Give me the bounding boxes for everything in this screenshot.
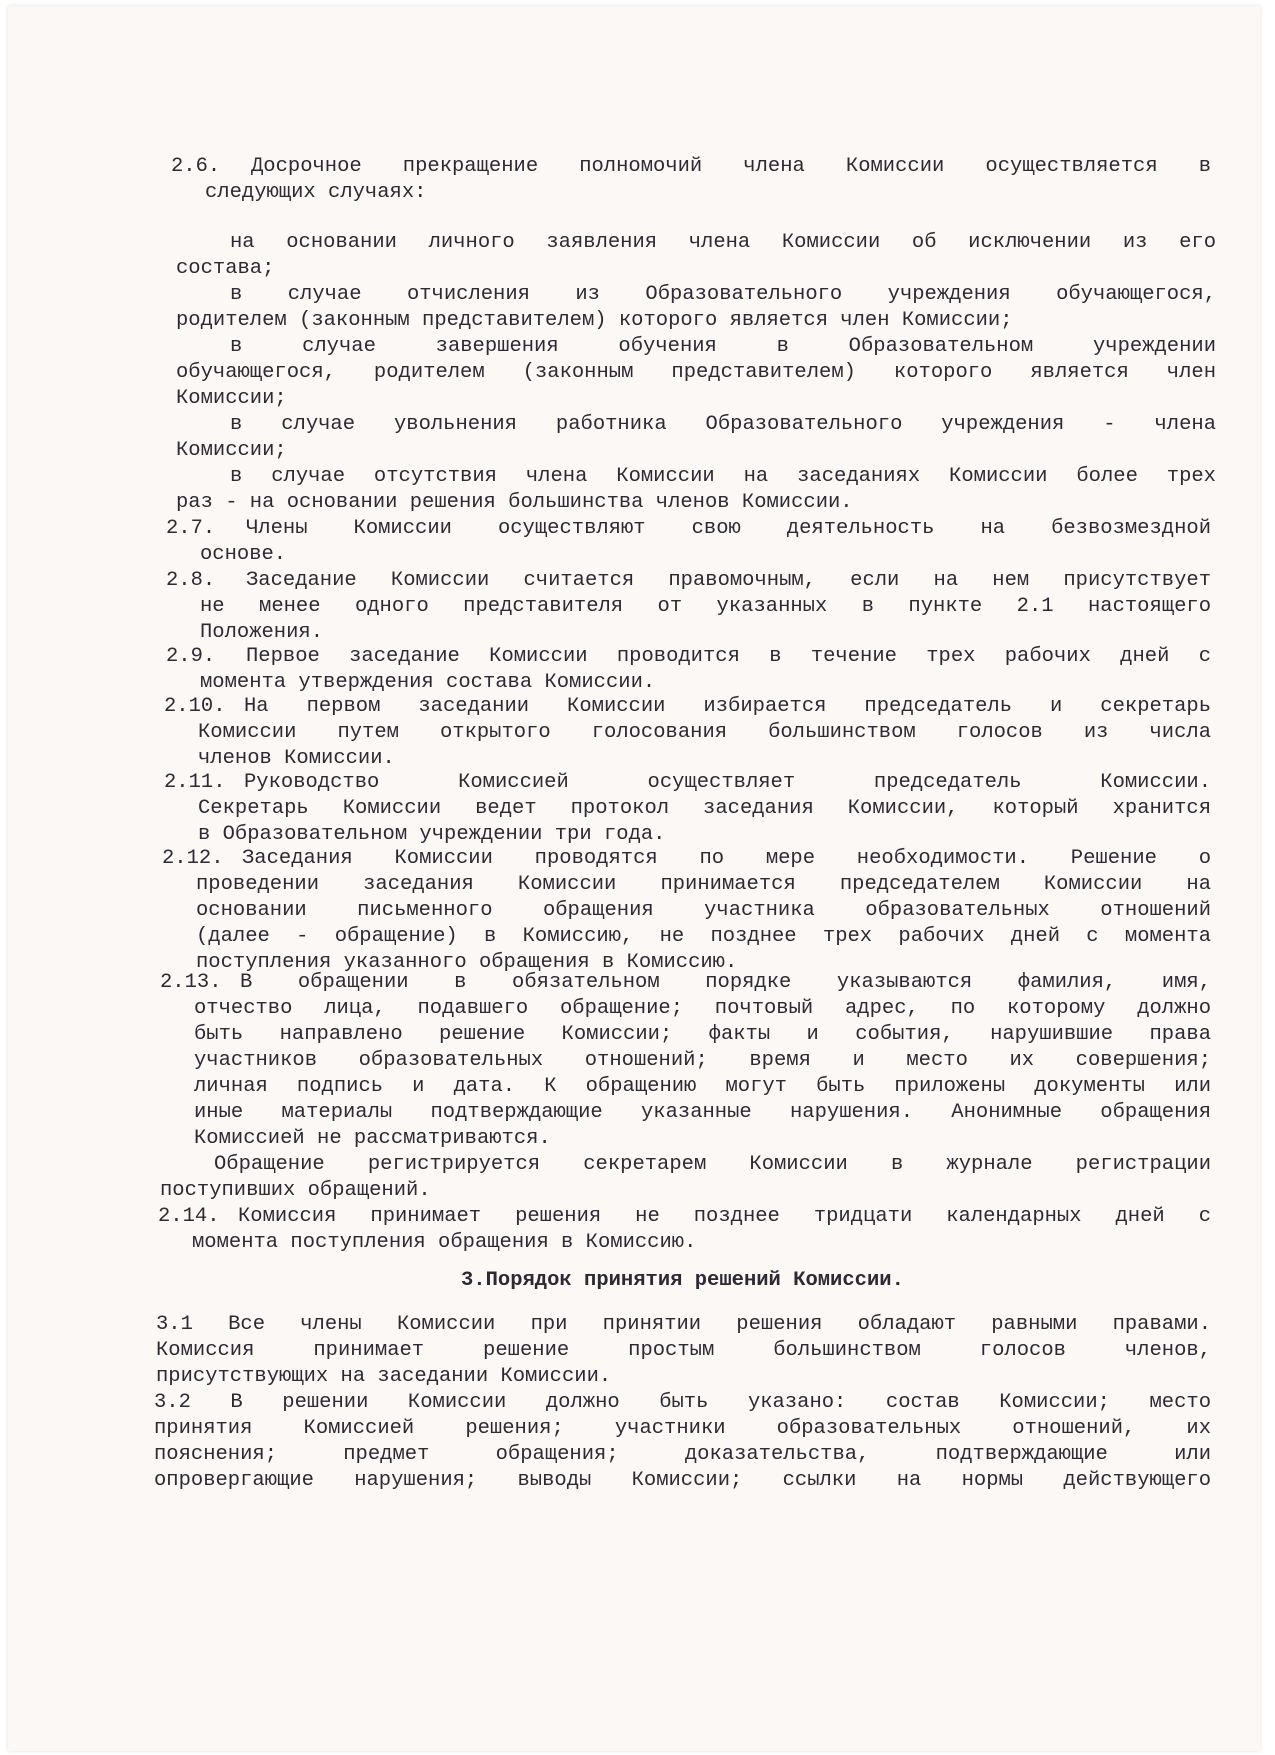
paragraph-2-14 <box>158 1204 1211 1256</box>
text-line: Комиссии; <box>176 387 287 410</box>
text-line: присутствующих на заседании Комиссии. <box>156 1365 612 1388</box>
text-line: раз - на основании решения большинства членов Комиссии. <box>176 491 853 514</box>
text-line: проведении заседания Комиссии принимается председателем Комиссии на <box>196 873 1211 896</box>
case-5 <box>176 464 1216 516</box>
text-line: поступления указанного обращения в Комиссию. <box>196 951 738 974</box>
case-4 <box>176 412 1216 464</box>
text-line: 3.2 В решении Комиссии должно быть указано: состав Комиссии; место <box>154 1391 1211 1414</box>
text-line: следующих случаях: <box>205 181 427 204</box>
paragraph-2-6 <box>171 154 1211 206</box>
paragraph-number: 2.7. <box>166 517 216 540</box>
text-line: членов Комиссии. <box>198 747 395 770</box>
paragraph-2-12 <box>162 846 1211 976</box>
text-line: в случае увольнения работника Образовательного учреждения - члена <box>230 413 1216 436</box>
paragraph-2-13 <box>160 970 1211 1152</box>
paragraph-number: 2.12. <box>162 847 224 870</box>
paragraph-2-10 <box>164 694 1211 772</box>
text-line: поступивших обращений. <box>160 1179 431 1202</box>
case-1 <box>176 230 1216 282</box>
text-line: принятия Комиссией решения; участники образовательных отношений, их <box>154 1417 1211 1440</box>
paragraph-number: 2.9. <box>166 645 216 668</box>
text-line: Положения. <box>200 621 324 644</box>
text-line: Комиссии; <box>176 439 287 462</box>
document-page <box>8 6 1260 1751</box>
text-line: отчество лица, подавшего обращение; почтовый адрес, по которому должно <box>194 997 1211 1020</box>
paragraph-number: 2.10. <box>164 695 226 718</box>
text-line: иные материалы подтверждающие указанные нарушения. Анонимные обращения <box>194 1101 1211 1124</box>
text-line: Заседания Комиссии проводятся по мере необходимости. Решение о <box>242 847 1211 870</box>
case-2 <box>176 282 1216 334</box>
text-line: опровергающие нарушения; выводы Комиссии; ссылки на нормы действующего <box>154 1469 1211 1492</box>
text-line: участников образовательных отношений; время и место их совершения; <box>194 1049 1211 1072</box>
text-line: основании письменного обращения участника образовательных отношений <box>196 899 1211 922</box>
paragraph-2-9 <box>166 644 1211 696</box>
text-line: обучающегося, родителем (законным представителем) которого является член <box>176 361 1216 384</box>
text-line: Комиссия принимает решения не позднее тридцати календарных дней с <box>238 1205 1211 1228</box>
text-line: Комиссией не рассматриваются. <box>194 1127 551 1150</box>
text-line: (далее - обращение) в Комиссию, не позднее трех рабочих дней с момента <box>196 925 1211 948</box>
paragraph-2-7 <box>166 516 1211 568</box>
text-line: родителем (законным представителем) которого является член Комиссии; <box>176 309 1013 332</box>
text-line: в случае отчисления из Образовательного учреждения обучающегося, <box>230 283 1216 306</box>
text-line: быть направлено решение Комиссии; факты и события, нарушившие права <box>194 1023 1211 1046</box>
paragraph-2-13-registration <box>160 1152 1211 1204</box>
text-line: Члены Комиссии осуществляют свою деятельность на безвозмездной <box>246 517 1211 540</box>
paragraph-2-11 <box>164 770 1211 848</box>
text-line: 3.1 Все члены Комиссии при принятии решения обладают равными правами. <box>156 1313 1211 1336</box>
paragraph-number: 2.6. <box>171 155 221 178</box>
text-line: момента утверждения состава Комиссии. <box>200 671 656 694</box>
paragraph-number: 2.14. <box>158 1205 220 1228</box>
paragraph-number: 2.11. <box>164 771 226 794</box>
paragraph-2-8 <box>166 568 1211 646</box>
paragraph-3-2 <box>154 1390 1211 1494</box>
case-3 <box>176 334 1216 412</box>
text-line: Руководство Комиссией осуществляет председатель Комиссии. <box>244 771 1211 794</box>
text-line: в Образовательном учреждении три года. <box>198 823 666 846</box>
text-line: Заседание Комиссии считается правомочным, если на нем присутствует <box>246 569 1211 592</box>
text-line: в случае отсутствия члена Комиссии на заседаниях Комиссии более трех <box>230 465 1216 488</box>
section-3-title: 3.Порядок принятия решений Комиссии. <box>461 1269 904 1292</box>
text-line: Комиссии путем открытого голосования большинством голосов из числа <box>198 721 1211 744</box>
text-line: основе. <box>200 543 287 566</box>
text-line: Секретарь Комиссии ведет протокол заседания Комиссии, который хранится <box>198 797 1211 820</box>
text-line: на основании личного заявления члена Комиссии об исключении из его <box>230 231 1216 254</box>
paragraph-number: 2.8. <box>166 569 216 592</box>
paragraph-number: 2.13. <box>160 971 222 994</box>
text-line: момента поступления обращения в Комиссию. <box>192 1231 697 1254</box>
text-line: Комиссия принимает решение простым большинством голосов членов, <box>156 1339 1211 1362</box>
text-line: Досрочное прекращение полномочий члена Комиссии осуществляется в <box>251 155 1211 178</box>
text-line: не менее одного представителя от указанных в пункте 2.1 настоящего <box>200 595 1211 618</box>
text-line: Первое заседание Комиссии проводится в течение трех рабочих дней с <box>246 645 1211 668</box>
text-line: пояснения; предмет обращения; доказательства, подтверждающие или <box>154 1443 1211 1466</box>
text-line: в случае завершения обучения в Образовательном учреждении <box>230 335 1216 358</box>
text-line: состава; <box>176 257 275 280</box>
text-line: На первом заседании Комиссии избирается председатель и секретарь <box>244 695 1211 718</box>
text-line: личная подпись и дата. К обращению могут быть приложены документы или <box>194 1075 1211 1098</box>
text-line: Обращение регистрируется секретарем Комиссии в журнале регистрации <box>214 1153 1211 1176</box>
text-line: В обращении в обязательном порядке указываются фамилия, имя, <box>240 971 1211 994</box>
paragraph-3-1 <box>156 1312 1211 1390</box>
